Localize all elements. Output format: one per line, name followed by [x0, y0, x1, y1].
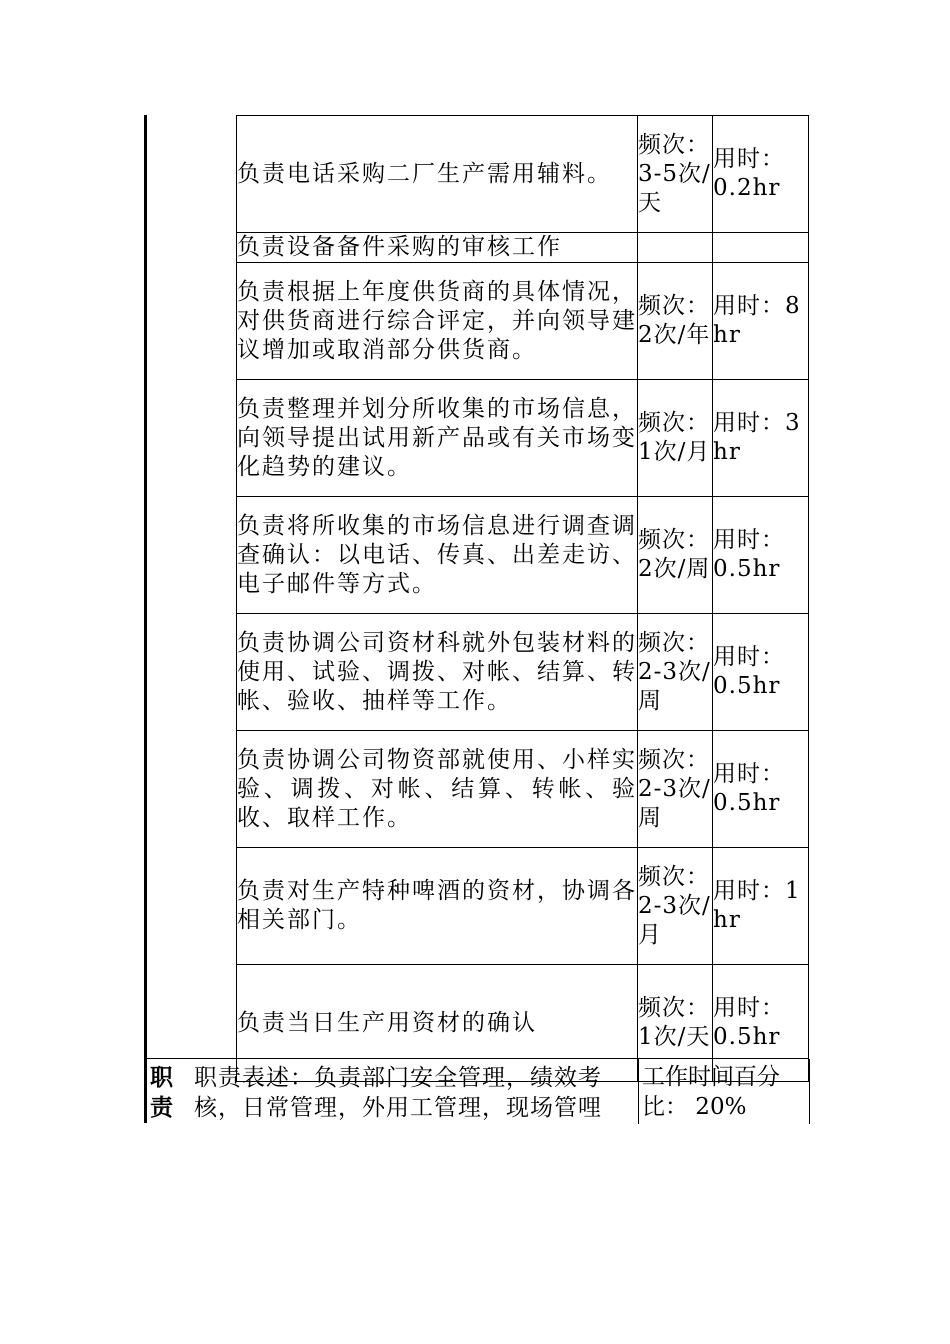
duty-description: 负责协调公司物资部就使用、小样实验、调拨、对帐、结算、转帐、验收、取样工作。: [237, 731, 638, 848]
duty-time: 用时：8hr: [713, 263, 809, 380]
duty-time: 用时：0.2hr: [713, 116, 809, 233]
duty-time: 用时：0.5hr: [713, 614, 809, 731]
duty-frequency: 频次：2-3次/月: [638, 848, 713, 965]
responsibility-row: [144, 1058, 808, 1124]
duty-frequency: 频次：1次/月: [638, 380, 713, 497]
duty-table: [236, 115, 809, 1082]
duty-time: 用时：3hr: [713, 380, 809, 497]
work-time-percent: 工作时间百分比： 20%: [642, 1064, 780, 1120]
duty-frequency: 频次：2-3次/周: [638, 731, 713, 848]
table-row: [237, 614, 809, 731]
duty-description: 负责根据上年度供货商的具体情况，对供货商进行综合评定，并向领导建议增加或取消部分供货商。: [237, 263, 638, 380]
duty-frequency: 频次：2-3次/周: [638, 614, 713, 731]
duty-time: 用时：0.5hr: [713, 965, 809, 1082]
table-row: [237, 497, 809, 614]
duty-description: 负责协调公司资材科就外包装材料的使用、试验、调拨、对帐、结算、转帐、验收、抽样等工作。: [237, 614, 638, 731]
duty-time: [713, 233, 809, 263]
duty-description: 负责整理并划分所收集的市场信息，向领导提出试用新产品或有关市场变化趋势的建议。: [237, 380, 638, 497]
duty-description: 负责将所收集的市场信息进行调查调查确认：以电话、传真、出差走访、电子邮件等方式。: [237, 497, 638, 614]
duty-frequency: 频次：1次/天: [638, 965, 713, 1082]
duty-frequency: 频次：2次/周: [638, 497, 713, 614]
table-row: [237, 263, 809, 380]
table-row: [237, 848, 809, 965]
duty-description: 负责当日生产用资材的确认: [237, 965, 638, 1082]
table-row: [237, 233, 809, 263]
responsibility-statement: 职责表述：负责部门安全管理，绩效考核，日常管理，外用工管理，现场管哩: [194, 1065, 602, 1121]
table-left-border: [144, 115, 147, 1123]
duty-description: 负责设备备件采购的审核工作: [237, 233, 638, 263]
responsibility-label: 职责: [150, 1065, 173, 1121]
table-row: [237, 380, 809, 497]
duty-time: 用时：0.5hr: [713, 497, 809, 614]
duty-time: 用时：0.5hr: [713, 731, 809, 848]
duty-frequency: 频次：3-5次/天: [638, 116, 713, 233]
work-time-percent-cell: [638, 1059, 810, 1124]
duty-frequency: [638, 233, 713, 263]
duty-description: 负责电话采购二厂生产需用辅料。: [237, 116, 638, 233]
duty-frequency: 频次：2次/年: [638, 263, 713, 380]
table-row: [237, 116, 809, 233]
table-row: [237, 731, 809, 848]
duty-time: 用时：1hr: [713, 848, 809, 965]
duty-description: 负责对生产特种啤酒的资材，协调各相关部门。: [237, 848, 638, 965]
